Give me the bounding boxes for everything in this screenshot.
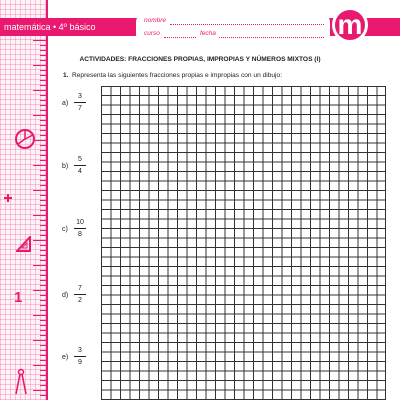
ruler-tick [40,370,46,371]
item-label: d) [62,292,69,299]
question-text: Representa las siguientes fracciones propias e impropias con un dibujo: [72,72,283,79]
denominator: 7 [78,105,82,112]
protractor-icon [14,128,36,150]
ruler-tick [40,145,46,146]
ruler-tick [33,265,46,266]
ruler-tick [40,225,46,226]
ruler-tick [40,185,46,186]
ruler-tick [40,355,46,356]
ruler-tick [33,365,46,366]
ruler-tick [40,80,46,81]
ruler-tick [40,105,46,106]
ruler-tick [33,240,46,241]
ruler-tick [40,120,46,121]
numerator: 7 [78,285,82,292]
ruler-tick [40,110,46,111]
ruler-tick [33,390,46,391]
ruler-tick [40,380,46,381]
course-label: curso [144,30,160,37]
ruler-tick [40,125,46,126]
fraction-bar [74,228,86,229]
ruler-tick [40,230,46,231]
ruler-tick [33,115,46,116]
denominator: 9 [78,359,82,366]
ruler-tick [40,85,46,86]
plus-icon [3,193,13,203]
ruler-tick [40,50,46,51]
ruler-tick [40,210,46,211]
item-label: c) [62,226,68,233]
ruler-tick [40,45,46,46]
item-label: e) [62,354,69,361]
set-square-icon [16,236,32,252]
fraction [74,218,86,239]
fraction-bar [74,356,86,357]
ruler-tick [33,215,46,216]
ruler-tick [40,305,46,306]
name-label: nombre [144,17,167,24]
numerator: 5 [78,156,82,163]
ruler-tick [40,75,46,76]
ruler-tick [40,395,46,396]
course-line[interactable] [164,37,196,38]
logo: m [332,7,368,43]
numerator: 3 [78,93,82,100]
ruler-tick [40,220,46,221]
ruler-tick [40,95,46,96]
ruler-tick [40,170,46,171]
denominator: 8 [78,231,82,238]
ruler-tick [40,330,46,331]
drawing-grid[interactable] [101,86,386,400]
ruler-tick [40,270,46,271]
ruler-tick [40,310,46,311]
fraction [74,92,86,113]
ruler-tick [40,335,46,336]
item-label: a) [62,100,69,107]
fraction-bar [74,165,86,166]
student-info-panel [136,14,330,42]
ruler-tick [40,135,46,136]
ruler-tick [40,130,46,131]
ruler-tick [40,160,46,161]
ruler-tick [40,150,46,151]
ruler-tick [40,250,46,251]
ruler-tick [40,70,46,71]
ruler-tick [33,290,46,291]
ruler-tick [40,345,46,346]
ruler-tick [40,275,46,276]
ruler-tick [40,285,46,286]
numerator: 10 [76,219,84,226]
ruler-tick [33,90,46,91]
ruler-tick [40,325,46,326]
ruler-tick [40,100,46,101]
item-label: b) [62,163,69,170]
page-title: ACTIVIDADES: FRACCIONES PROPIAS, IMPROPIAS Y NÚMEROS MIXTOS (I) [79,56,321,63]
ruler-tick [40,175,46,176]
ruler-tick [40,375,46,376]
subject-label: matemática • 4º básico [4,22,96,32]
ruler-tick [33,340,46,341]
ruler-tick [40,180,46,181]
denominator: 4 [78,168,82,175]
ruler-tick [40,295,46,296]
fraction-bar [74,294,86,295]
question-number: 1. [63,72,69,79]
ruler-tick [33,65,46,66]
denominator: 2 [78,297,82,304]
ruler-tick [33,190,46,191]
ruler-tick [33,315,46,316]
ruler-tick [40,385,46,386]
date-line[interactable] [219,37,324,38]
ruler-tick [40,320,46,321]
ruler-tick [40,235,46,236]
ruler-tick [40,155,46,156]
ruler-tick [40,260,46,261]
ruler-tick [40,350,46,351]
numerator: 3 [78,347,82,354]
ruler-tick [40,255,46,256]
ruler-tick [33,40,46,41]
ruler-tick [40,300,46,301]
ruler-tick [33,165,46,166]
fraction-bar [74,102,86,103]
ruler-tick [40,245,46,246]
pencil-compass-icon [14,368,28,396]
date-label: fecha [200,30,216,37]
name-line[interactable] [170,24,324,25]
fraction [74,284,86,305]
ruler-tick [40,195,46,196]
ruler-tick [40,205,46,206]
ruler-tick [40,200,46,201]
fraction [74,155,86,176]
ruler-tick [40,280,46,281]
ruler-tick [40,360,46,361]
ruler-digit: 1 [14,289,23,306]
fraction [74,346,86,367]
